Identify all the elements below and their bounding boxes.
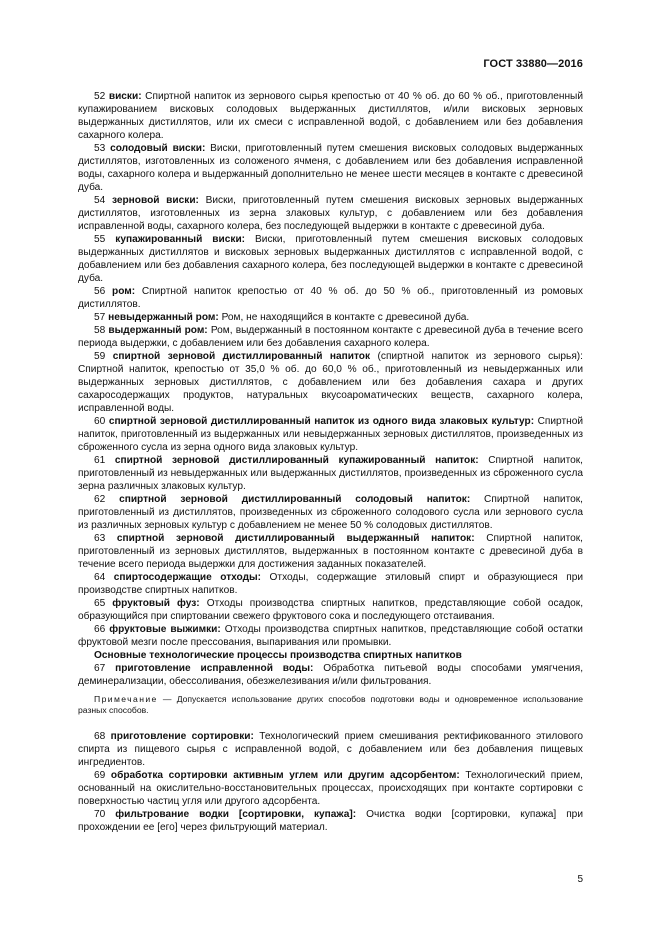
term-56: 56 ром: Спиртной напиток крепостью от 40 % об. до 50 % об., приготовленный из ромовых дистиллятов. [78,286,583,310]
term-55: 55 купажированный виски: Виски, приготовленный путем смешения висковых солодовых выдержанных дистиллятов и висковых зерновых выдержанных дистиллятов с исправленной водой, с добавлением или без добавления сахарного колера, без последующей выдержки в контакте с древесиной дуба. [78,234,583,284]
term-63: 63 спиртной зерновой дистиллированный выдержанный напиток: Спиртной напиток, приготовленный из зерновых дистиллятов, выдержанных в постоянном контакте с древесиной дуба в течение всего периода выдержки для достижения заданных показателей. [78,533,583,570]
term-67: 67 приготовление исправленной воды: Обработка питьевой воды способами умягчения, деминерализации, обессоливания, обезжелезивания и/или фильтрования. [78,663,584,687]
term-62: 62 спиртной зерновой дистиллированный солодовый напиток: Спиртной напиток, приготовленный из дистиллятов, произведенных из сброженного солодового сусла или зернового сусла из различных зерновых культур с добавлением не менее 50 % солодовых дистиллятов. [78,494,583,531]
term-65: 65 фруктовый фуз: Отходы производства спиртных напитков, представляющие собой осадок, образующийся при спиртовании свежего фруктового сока и последующего отстаивания. [78,598,584,622]
term-57: 57 невыдержанный ром: Ром, не находящийся в контакте с древесиной дуба. [94,312,470,323]
term-69: 69 обработка сортировки активным углем или другим адсорбентом: Технологический прием, основанный на окислительно-восстановительных процессах, происходящих при контакте сортировки с поверхностью частиц угля или другого адсорбента. [78,770,583,807]
term-64: 64 спиртосодержащие отходы: Отходы, содержащие этиловый спирт и образующиеся при производстве спиртных напитков. [78,572,583,596]
term-68: 68 приготовление сортировки: Технологический прием смешивания ректификованного этилового спирта из пищевого сырья с исправленной водой, с добавлением или без добавления пищевых ингредиентов. [78,731,583,768]
term-61: 61 спиртной зерновой дистиллированный купажированный напиток: Спиртной напиток, приготовленный из невыдержанных или выдержанных дистиллятов, произведенных из сброженного сусла зерна различных злаковых культур. [78,455,583,492]
term-60: 60 спиртной зерновой дистиллированный напиток из одного вида злаковых культур: Спиртной напиток, приготовленный из выдержанных или невыдержанных зерновых дистиллятов, произведенных из сброженного сусла из зерна одного вида злаковых культур. [78,416,583,453]
note-label: Примечание [94,694,158,704]
term-58: 58 выдержанный ром: Ром, выдержанный в постоянном контакте с древесиной дуба в течение всего периода выдержки, с добавлением или без добавления сахарного колера. [78,325,583,349]
document-code: ГОСТ 33880—2016 [483,58,583,70]
note [78,694,583,716]
term-70: 70 фильтрование водки [сортировки, купажа]: Очистка водки [сортировки, купажа] при прохождении ее [его] через фильтрующий материал. [78,809,583,833]
term-66: 66 фруктовые выжимки: Отходы производства спиртных напитков, представляющие собой остатки фруктовой мезги после прессования, выпаривания или промывки. [78,624,583,648]
term-54: 54 зерновой виски: Виски, приготовленный путем смешения висковых зерновых выдержанных дистиллятов, изготовленных из зерна злаковых культур, с добавлением или без добавления исправленной воды, сахарного колера, без последующей выдержки в контакте с древесиной дуба. [78,195,583,232]
term-59: 59 спиртной зерновой дистиллированный напиток (спиртной напиток из зернового сырья): Спиртной напиток, крепостью от 35,0 % об. до 60,0 % об., приготовленный из невыдержанных или выдержанных зерновых дистиллятов, с добавлением или без добавления сахара и других сахаросодержащих продуктов, натуральных вкусоароматических веществ, сахарного колера, исправленной воды. [78,351,583,414]
term-53: 53 солодовый виски: Виски, приготовленный путем смешения висковых солодовых выдержанных дистиллятов, изготовленных из соложеного ячменя, с добавлением или без добавления исправленной воды, сахарного колера и выдержанный дополнительно не менее шести месяцев в контакте с древесиной дуба. [78,143,583,193]
section-heading: Основные технологические процессы производства спиртных напитков [94,650,462,661]
term-52: 52 виски: Спиртной напиток из зернового сырья крепостью от 40 % об. до 60 % об., приготовленный купажированием висковых солодовых выдержанных дистиллятов, и/или висковых зерновых выдержанных дистиллятов, или их смеси с исправленной водой, с добавлением или без добавления сахарного колера. [78,91,583,141]
document-body [78,90,583,834]
page-number: 5 [577,874,583,885]
note-text: — Допускается использование других способов подготовки воды и одновременное использование разных способов. [78,694,583,715]
